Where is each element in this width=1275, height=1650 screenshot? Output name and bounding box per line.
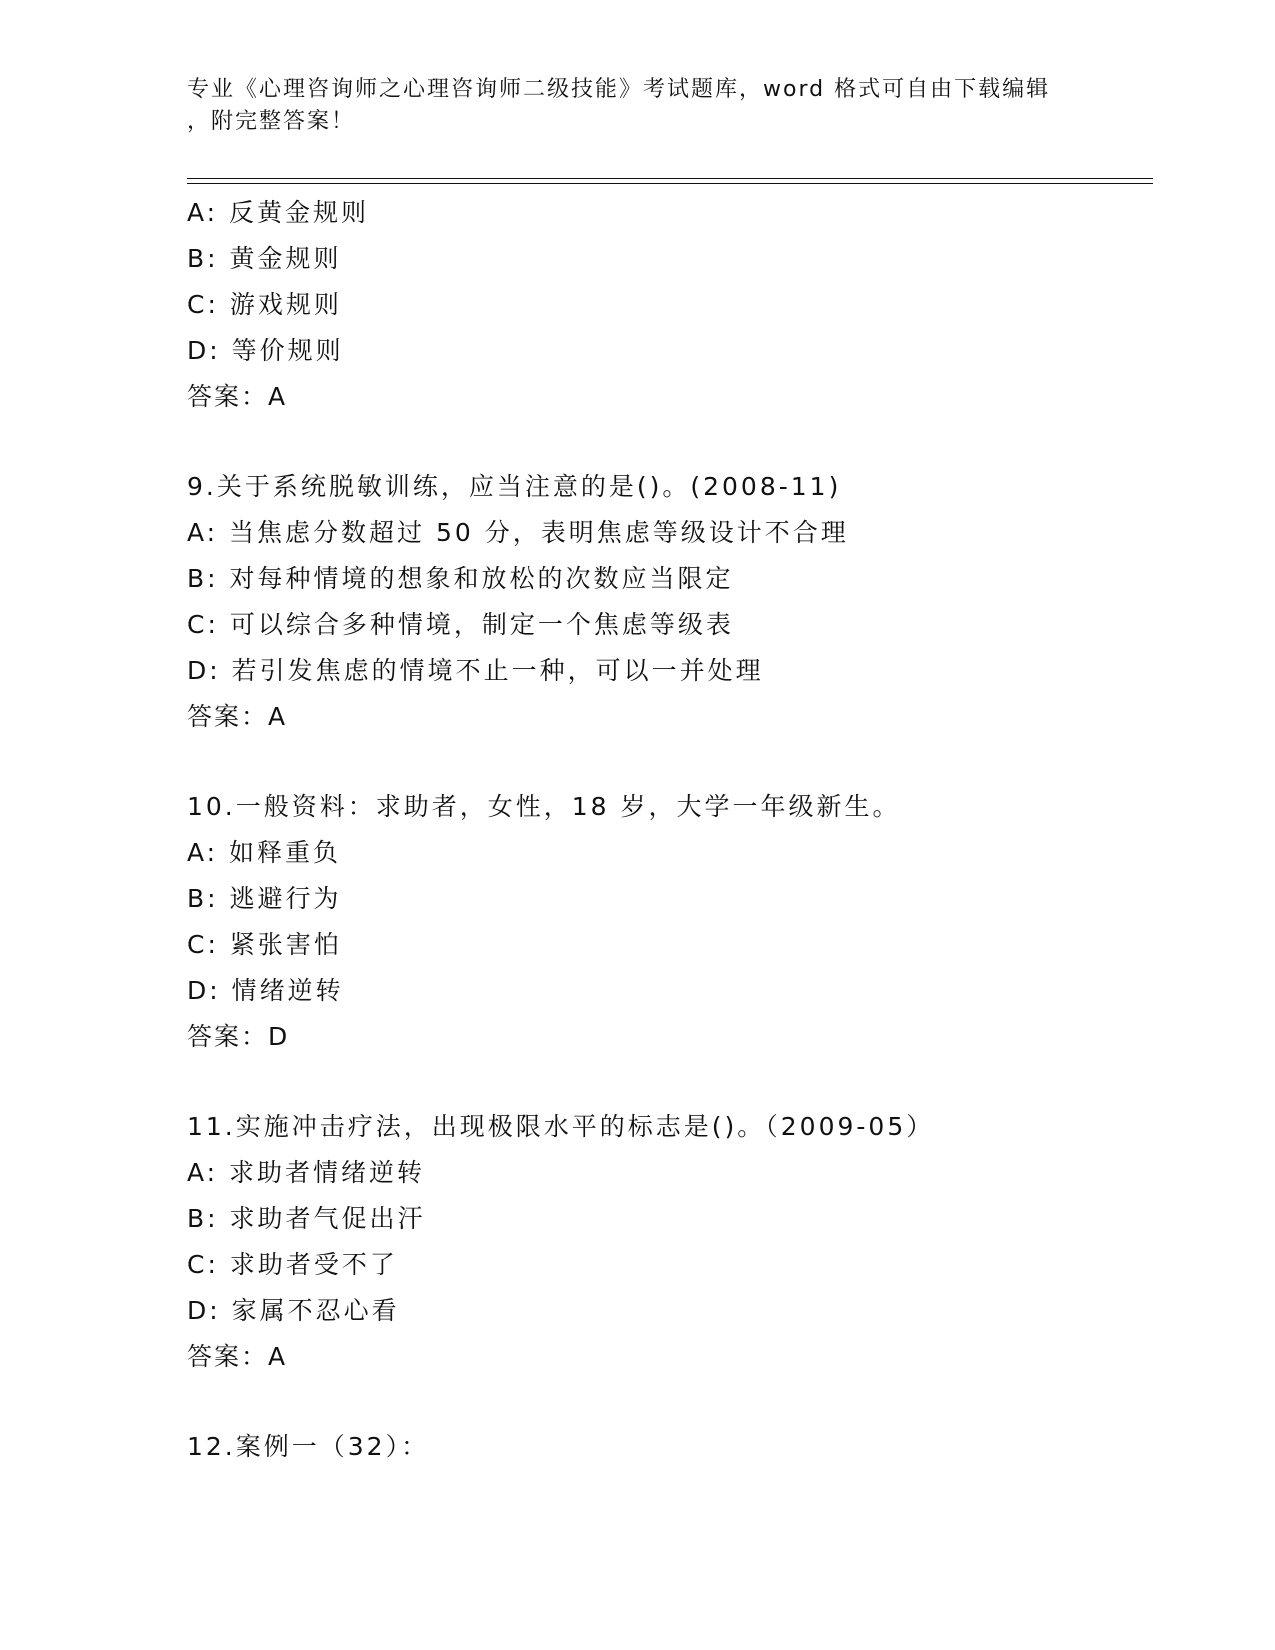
- option-a: A: 当焦虑分数超过 50 分，表明焦虑等级设计不合理: [187, 518, 849, 547]
- question-stem: 12.案例一（32）：: [187, 1432, 430, 1461]
- answer: 答案：D: [187, 1022, 290, 1051]
- question-8: [187, 190, 1147, 420]
- question-stem: 10.一般资料：求助者，女性，18 岁，大学一年级新生。: [187, 792, 901, 821]
- question-list: [187, 190, 1147, 1470]
- option-b: B: 对每种情境的想象和放松的次数应当限定: [187, 564, 734, 593]
- question-stem: 9.关于系统脱敏训练，应当注意的是()。(2008-11): [187, 472, 842, 501]
- answer: 答案：A: [187, 1342, 288, 1371]
- option-b: B: 求助者气促出汗: [187, 1204, 426, 1233]
- spacer: [187, 740, 1147, 784]
- option-a: A: 如释重负: [187, 838, 342, 867]
- question-9: [187, 464, 1147, 740]
- option-d: D: 若引发焦虑的情境不止一种，可以一并处理: [187, 656, 764, 685]
- header-divider-top: [187, 178, 1153, 179]
- option-c: C: 求助者受不了: [187, 1250, 398, 1279]
- option-c: C: 可以综合多种情境，制定一个焦虑等级表: [187, 610, 734, 639]
- question-11: [187, 1104, 1147, 1380]
- question-10: [187, 784, 1147, 1060]
- answer: 答案：A: [187, 382, 288, 411]
- spacer: [187, 1060, 1147, 1104]
- header-divider-bottom: [187, 183, 1153, 184]
- spacer: [187, 1380, 1147, 1424]
- header-title-line: 专业《心理咨询师之心理咨询师二级技能》考试题库，word 格式可自由下载编辑: [187, 77, 1051, 102]
- answer: 答案：A: [187, 702, 288, 731]
- option-b: B: 黄金规则: [187, 244, 342, 273]
- option-b: B: 逃避行为: [187, 884, 342, 913]
- option-a: A: 求助者情绪逆转: [187, 1158, 426, 1187]
- question-stem: 11.实施冲击疗法，出现极限水平的标志是()。（2009-05）: [187, 1112, 935, 1141]
- header-subtitle-line: ，附完整答案！: [187, 109, 356, 134]
- option-d: D: 家属不忍心看: [187, 1296, 400, 1325]
- option-a: A: 反黄金规则: [187, 198, 370, 227]
- option-d: D: 等价规则: [187, 336, 344, 365]
- spacer: [187, 420, 1147, 464]
- option-d: D: 情绪逆转: [187, 976, 344, 1005]
- document-header: [187, 74, 1087, 138]
- option-c: C: 紧张害怕: [187, 930, 342, 959]
- option-c: C: 游戏规则: [187, 290, 342, 319]
- question-12: [187, 1424, 1147, 1470]
